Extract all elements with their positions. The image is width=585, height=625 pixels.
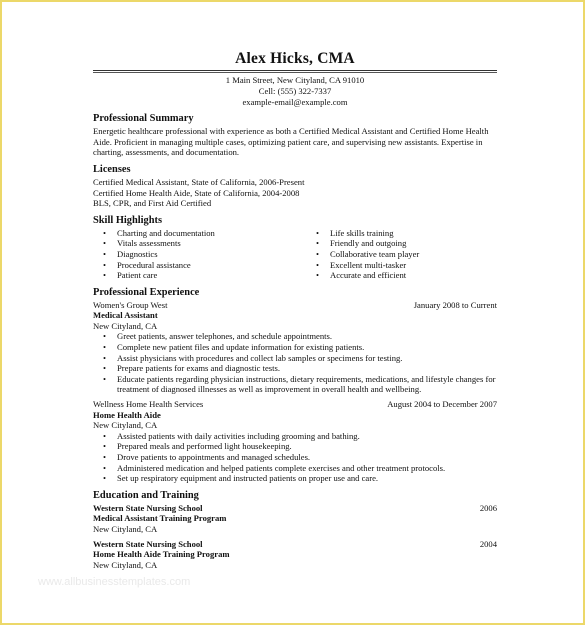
skill-item: • Friendly and outgoing — [316, 238, 419, 249]
skill-item: • Accurate and efficient — [316, 270, 419, 281]
duty-item: • Administered medication and helped patients complete exercises and other treatment protocols. — [103, 463, 497, 474]
watermark: www.allbusinesstemplates.com — [38, 576, 191, 588]
skill-item: • Collaborative team player — [316, 249, 419, 260]
education-entry — [93, 503, 497, 535]
education-program: Medical Assistant Training Program — [93, 513, 227, 524]
skill-item: • Patient care — [103, 270, 316, 281]
license-item: Certified Medical Assistant, State of California, 2006-Present — [93, 176, 305, 187]
skills-column-right — [316, 228, 419, 281]
skill-item: • Diagnostics — [103, 249, 316, 260]
education-header — [93, 503, 497, 514]
license-item: Certified Home Health Aide, State of California, 2004-2008 — [93, 187, 300, 198]
summary-heading: Professional Summary — [93, 113, 194, 125]
duty-item: • Assisted patients with daily activities including grooming and bathing. — [103, 431, 497, 442]
job-header — [93, 399, 497, 410]
resume-document — [93, 50, 497, 570]
education-header — [93, 539, 497, 550]
contact-email: example-email@example.com — [242, 96, 348, 107]
job-location: New Cityland, CA — [93, 320, 158, 331]
duty-item: • Greet patients, answer telephones, and schedule appointments. — [103, 331, 497, 342]
education-program: Home Health Aide Training Program — [93, 549, 230, 560]
job-title: Home Health Aide — [93, 409, 161, 420]
education-school: Western State Nursing School — [93, 502, 203, 513]
contact-address: 1 Main Street, New Cityland, CA 91010 — [225, 75, 365, 86]
skills-list — [93, 228, 497, 281]
licenses-heading: Licenses — [93, 163, 131, 175]
job-entry — [93, 300, 497, 395]
contact-phone: Cell: (555) 322-7337 — [258, 85, 332, 96]
job-dates: January 2008 to Current — [413, 299, 497, 310]
header-rule-thin — [93, 72, 497, 73]
job-employer: Wellness Home Health Services — [93, 399, 204, 410]
job-employer: Women's Group West — [93, 299, 168, 310]
summary-text: Energetic healthcare professional with experience as both a Certified Medical Assistant and Certified Home Health Aide. Proficient in managing multiple cases, optimizing patient care, and supervising new assistants. Expertise in charting, assessments, and documentation. — [93, 126, 489, 158]
license-item: BLS, CPR, and First Aid Certified — [93, 198, 212, 209]
education-location: New Cityland, CA — [93, 559, 158, 570]
experience-heading: Professional Experience — [93, 286, 200, 298]
education-heading: Education and Training — [93, 489, 199, 501]
job-title: Medical Assistant — [93, 310, 158, 321]
education-year: 2006 — [479, 502, 497, 513]
duty-item: • Drove patients to appointments and managed schedules. — [103, 452, 497, 463]
duty-item: • Set up respiratory equipment and instructed patients on proper use and care. — [103, 473, 497, 484]
job-header — [93, 300, 497, 311]
education-school: Western State Nursing School — [93, 538, 203, 549]
skill-item: • Procedural assistance — [103, 260, 316, 271]
job-duties — [93, 431, 497, 484]
job-entry — [93, 399, 497, 484]
duty-item: • Educate patients regarding physician instructions, dietary requirements, medications, and lifestyle changes for treatment of diagnosed illnesses as well as improvement in overall health and wellbeing. — [103, 374, 497, 395]
resume-name: Alex Hicks, CMA — [235, 50, 355, 67]
skills-column-left — [93, 228, 316, 281]
education-location: New Cityland, CA — [93, 523, 158, 534]
skill-item: • Life skills training — [316, 228, 419, 239]
header-rule-thick — [93, 70, 497, 71]
duty-item: • Prepared meals and performed light housekeeping. — [103, 441, 497, 452]
job-dates: August 2004 to December 2007 — [387, 399, 497, 410]
duty-item: • Assist physicians with procedures and collect lab samples or specimens for testing. — [103, 353, 497, 364]
duty-item: • Prepare patients for exams and diagnostic tests. — [103, 363, 497, 374]
skill-item: • Vitals assessments — [103, 238, 316, 249]
job-duties — [93, 331, 497, 395]
job-location: New Cityland, CA — [93, 420, 158, 431]
skill-item: • Excellent multi-tasker — [316, 260, 419, 271]
education-year: 2004 — [479, 538, 497, 549]
skills-heading: Skill Highlights — [93, 214, 163, 226]
education-entry — [93, 539, 497, 571]
skill-item: • Charting and documentation — [103, 228, 316, 239]
duty-item: • Complete new patient files and update information for existing patients. — [103, 342, 497, 353]
